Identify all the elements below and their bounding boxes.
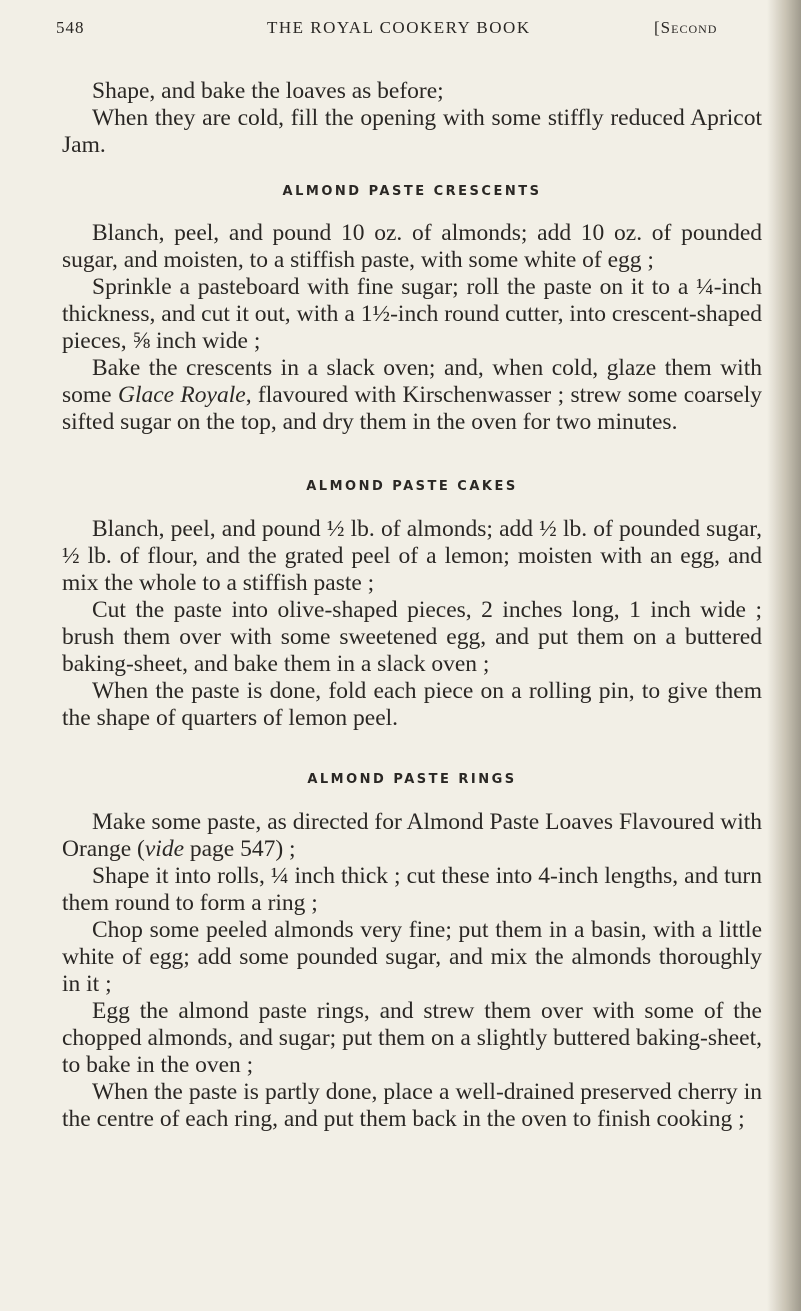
section-heading-crescents: ALMOND PASTE CRESCENTS — [282, 184, 542, 199]
rings-paragraph: Shape it into rolls, ¼ inch thick ; cut these into 4-inch lengths, and turn them round to form a ring ; — [62, 863, 762, 916]
section-heading-cakes: ALMOND PASTE CAKES — [306, 479, 518, 494]
rings-paragraph: When the paste is partly done, place a well-drained preserved cherry in the centre of each ring, and put them back in the oven to finish cooking ; — [62, 1079, 762, 1132]
italic-term: Glace Royale — [117, 382, 246, 408]
crescents-paragraph: Blanch, peel, and pound 10 oz. of almonds; add 10 oz. of pounded sugar, and moisten, to a stiffish paste, with some white of egg ; — [62, 220, 762, 273]
text-run: Bake the crescents in a slack oven; and, when cold, glaze them with some — [62, 355, 762, 408]
page-number: 548 — [56, 18, 85, 37]
cakes-paragraph: Cut the paste into olive-shaped pieces, 2 inches long, 1 inch wide ; brush them over with some sweetened egg, and put them on a buttered baking-sheet, and bake them in a slack oven ; — [62, 597, 762, 677]
cakes-paragraph: Blanch, peel, and pound ½ lb. of almonds; add ½ lb. of pounded sugar, ½ lb. of flour, and the grated peel of a lemon; moisten with an egg, and mix the whole to a stiffish paste ; — [62, 516, 762, 596]
section-heading-rings: ALMOND PASTE RINGS — [307, 772, 517, 787]
text-run: Make some paste, as directed for Almond Paste Loaves Flavoured with Orange ( — [62, 809, 762, 862]
cakes-paragraph: When the paste is done, fold each piece on a rolling pin, to give them the shape of quarters of lemon peel. — [62, 678, 762, 731]
rings-paragraph: Egg the almond paste rings, and strew them over with some of the chopped almonds, and sugar; put them on a slightly buttered baking-sheet, to bake in the oven ; — [62, 998, 762, 1078]
running-head — [56, 14, 771, 44]
text-run: , flavoured with Kirschenwasser ; strew some coarsely sifted sugar on the top, and dry them in the oven for two minutes. — [62, 382, 762, 435]
book-title: THE ROYAL COOKERY BOOK — [267, 18, 531, 37]
chapter-mark: [Second — [654, 18, 718, 37]
crescents-paragraph: Sprinkle a pasteboard with fine sugar; roll the paste on it to a ¼-inch thickness, and cut it out, with a 1½-inch round cutter, into crescent-shaped pieces, ⅝ inch wide ; — [62, 274, 762, 354]
italic-term: vide — [144, 836, 184, 862]
text-run: page 547) ; — [184, 836, 296, 862]
page-body — [62, 78, 762, 1133]
rings-paragraph — [62, 809, 762, 863]
intro-paragraph: Shape, and bake the loaves as before; — [92, 78, 444, 104]
page-edge-shadow — [767, 0, 801, 1311]
intro-paragraph: When they are cold, fill the opening with some stiffly reduced Apricot Jam. — [62, 105, 762, 158]
rings-paragraph: Chop some peeled almonds very fine; put them in a basin, with a little white of egg; add some pounded sugar, and mix the almonds thoroughly in it ; — [62, 917, 762, 997]
crescents-paragraph — [62, 355, 762, 436]
